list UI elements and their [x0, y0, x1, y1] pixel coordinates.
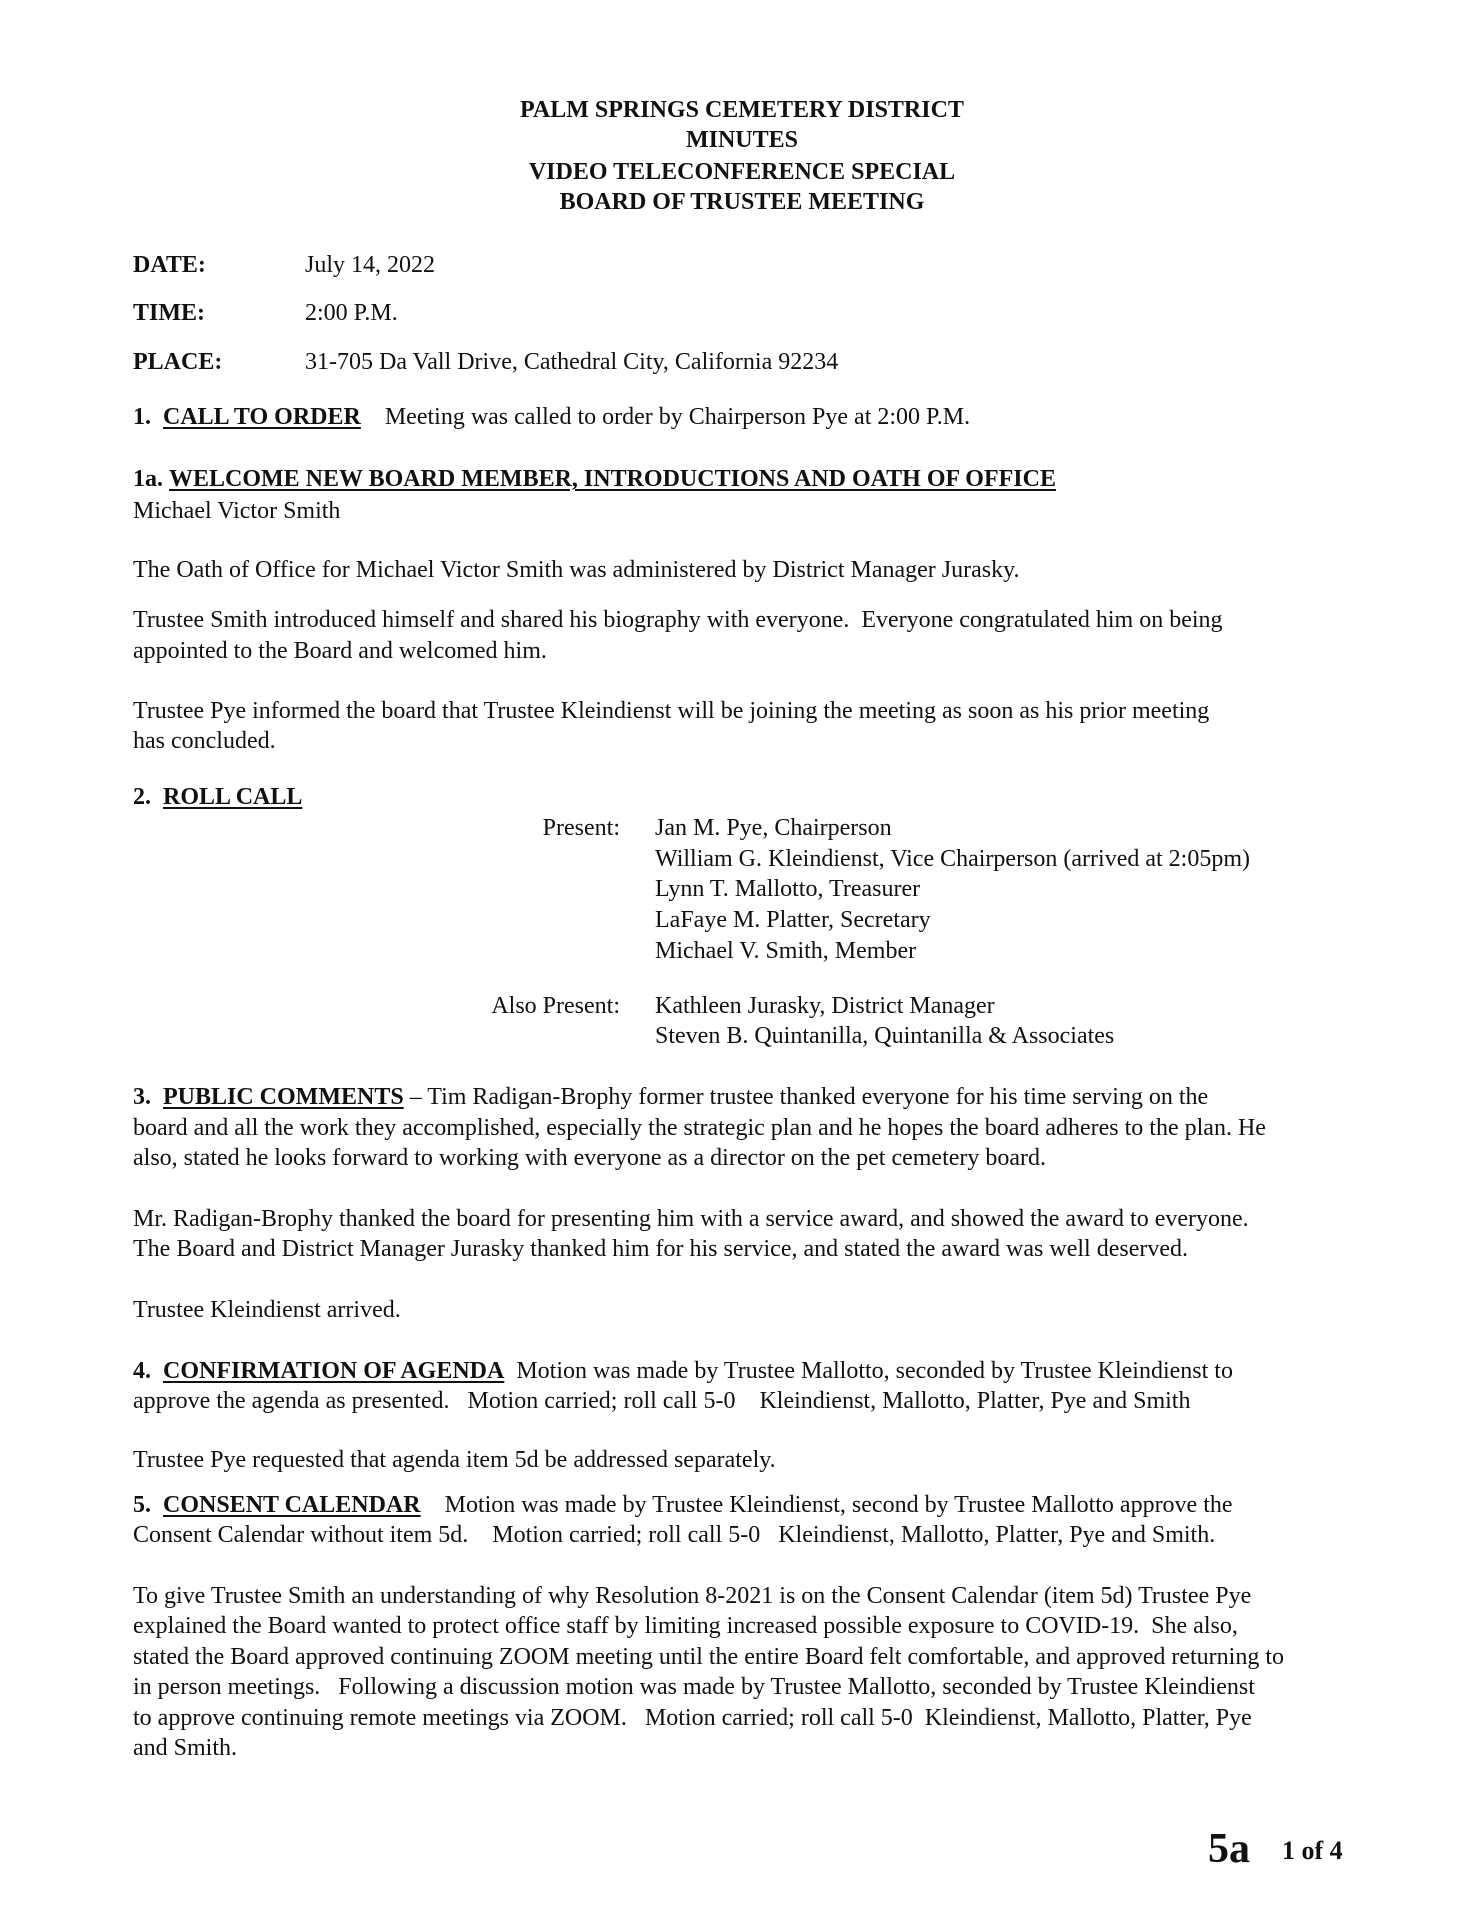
- section-call-to-order: [133, 402, 970, 432]
- section-roll-call: [133, 782, 302, 812]
- section-number: 3.: [133, 1084, 151, 1110]
- attendee: Kathleen Jurasky, District Manager: [655, 993, 995, 1019]
- section-text: Motion was made by Trustee Mallotto, seconded by Trustee Kleindienst to: [504, 1358, 1233, 1384]
- section-text: Meeting was called to order by Chairperson Pye at 2:00 P.M.: [384, 404, 971, 430]
- title-line: PALM SPRINGS CEMETERY DISTRICT: [520, 97, 964, 123]
- paragraph-line: has concluded.: [133, 728, 276, 754]
- time-value: 2:00 P.M.: [305, 300, 398, 326]
- paragraph-line: and Smith.: [133, 1735, 238, 1761]
- time-label: TIME:: [133, 300, 205, 326]
- section-number: 1a.: [133, 466, 163, 492]
- section-number: 4.: [133, 1358, 151, 1384]
- section-public-comments: [133, 1082, 1208, 1112]
- attendee: William G. Kleindienst, Vice Chairperson (arrived at 2:05pm): [655, 846, 1250, 872]
- paragraph-line: to approve continuing remote meetings via ZOOM. Motion carried; roll call 5-0 Kleindienst, Mallotto, Platter, Pye: [133, 1705, 1252, 1731]
- paragraph: Trustee Pye requested that agenda item 5d be addressed separately.: [133, 1447, 776, 1473]
- paragraph-line: also, stated he looks forward to working with everyone as a director on the pet cemetery board.: [133, 1145, 1047, 1171]
- paragraph-line: Mr. Radigan-Brophy thanked the board for presenting him with a service award, and showed the award to everyone.: [133, 1206, 1249, 1232]
- section-text: – Tim Radigan-Brophy former trustee thanked everyone for his time serving on the: [403, 1084, 1209, 1110]
- paragraph-line: To give Trustee Smith an understanding of why Resolution 8-2021 is on the Consent Calendar (item 5d) Trustee Pye: [133, 1583, 1252, 1609]
- section-text: Motion was made by Trustee Kleindienst, second by Trustee Mallotto approve the: [420, 1492, 1233, 1518]
- date-label: DATE:: [133, 252, 206, 278]
- paragraph-line: approve the agenda as presented. Motion carried; roll call 5-0 Kleindienst, Mallotto, Platter, Pye and Smith: [133, 1388, 1191, 1414]
- section-heading: CONFIRMATION OF AGENDA: [163, 1358, 505, 1384]
- paragraph-line: Consent Calendar without item 5d. Motion carried; roll call 5-0 Kleindienst, Mallotto, Platter, Pye and Smith.: [133, 1522, 1216, 1548]
- section-heading: PUBLIC COMMENTS: [163, 1084, 404, 1110]
- section-number: 1.: [133, 404, 151, 430]
- agenda-item-number: 5a: [1208, 1826, 1250, 1872]
- also-present-label: Also Present:: [491, 993, 620, 1019]
- section-heading: ROLL CALL: [163, 784, 303, 810]
- paragraph-line: The Board and District Manager Jurasky thanked him for his service, and stated the award was well deserved.: [133, 1236, 1188, 1262]
- attendee: Jan M. Pye, Chairperson: [655, 815, 892, 841]
- title-line: BOARD OF TRUSTEE MEETING: [559, 189, 925, 215]
- section-confirmation-of-agenda: [133, 1356, 1233, 1386]
- paragraph-line: Trustee Smith introduced himself and shared his biography with everyone. Everyone congratulated him on being: [133, 607, 1223, 633]
- date-value: July 14, 2022: [305, 252, 436, 278]
- section-number: 2.: [133, 784, 151, 810]
- paragraph-line: board and all the work they accomplished, especially the strategic plan and he hopes the board adheres to the plan. He: [133, 1115, 1266, 1141]
- new-member-name: Michael Victor Smith: [133, 498, 341, 524]
- section-heading: WELCOME NEW BOARD MEMBER, INTRODUCTIONS AND OATH OF OFFICE: [169, 466, 1056, 492]
- paragraph-line: appointed to the Board and welcomed him.: [133, 638, 547, 664]
- place-value: 31-705 Da Vall Drive, Cathedral City, California 92234: [305, 349, 839, 375]
- paragraph: Trustee Kleindienst arrived.: [133, 1297, 401, 1323]
- section-heading: CONSENT CALENDAR: [163, 1492, 421, 1518]
- paragraph-line: stated the Board approved continuing ZOOM meeting until the entire Board felt comfortable, and approved returning to: [133, 1644, 1285, 1670]
- paragraph-line: in person meetings. Following a discussion motion was made by Trustee Mallotto, seconded by Trustee Kleindienst: [133, 1674, 1255, 1700]
- attendee: Lynn T. Mallotto, Treasurer: [655, 876, 921, 902]
- attendee: Steven B. Quintanilla, Quintanilla & Associates: [655, 1023, 1115, 1049]
- section-number: 5.: [133, 1492, 151, 1518]
- attendee: LaFaye M. Platter, Secretary: [655, 907, 931, 933]
- paragraph-line: Trustee Pye informed the board that Trustee Kleindienst will be joining the meeting as soon as his prior meeting: [133, 698, 1210, 724]
- attendee: Michael V. Smith, Member: [655, 938, 917, 964]
- section-welcome: [133, 464, 1056, 494]
- title-line: VIDEO TELECONFERENCE SPECIAL: [528, 159, 956, 185]
- section-consent-calendar: [133, 1490, 1233, 1520]
- page-number: 1 of 4: [1282, 1836, 1343, 1865]
- title-line: MINUTES: [685, 127, 799, 153]
- paragraph-line: explained the Board wanted to protect office staff by limiting increased possible exposure to COVID-19. She also,: [133, 1613, 1238, 1639]
- paragraph: The Oath of Office for Michael Victor Smith was administered by District Manager Jurasky.: [133, 557, 1020, 583]
- place-label: PLACE:: [133, 349, 223, 375]
- section-heading: CALL TO ORDER: [163, 404, 361, 430]
- present-label: Present:: [542, 815, 620, 841]
